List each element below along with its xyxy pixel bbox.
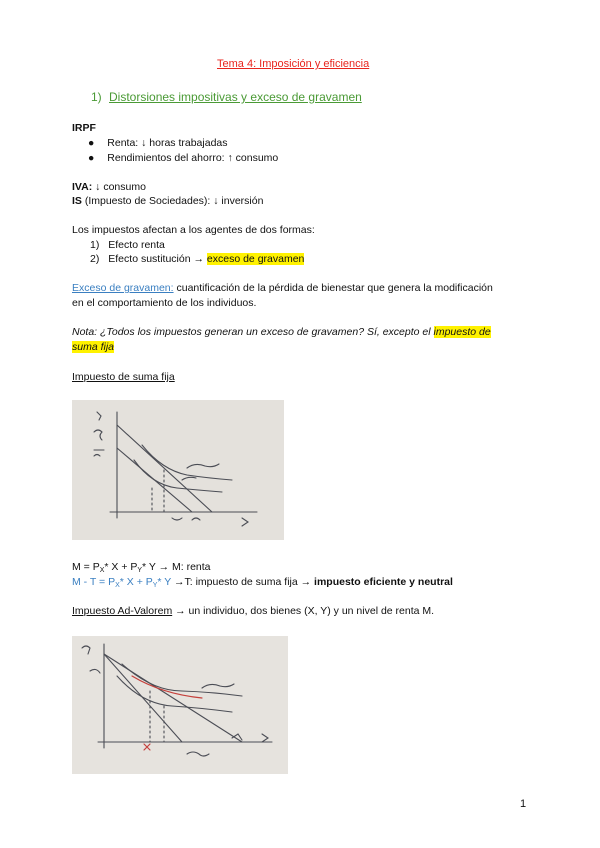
eq1-part: M = P (72, 561, 100, 573)
ad-valorem-line (72, 605, 434, 617)
definition-line-2: en el comportamiento de los individuos. (72, 297, 257, 309)
ad-valorem-term: Impuesto Ad-Valorem (72, 605, 173, 617)
iva-text: ↓ consumo (92, 181, 146, 193)
ad-valorem-graph-sketch (72, 636, 288, 774)
eq2-part: M - T = P (72, 576, 116, 588)
agents-intro: Los impuestos afectan a los agentes de dos formas: (72, 224, 315, 236)
page-title: Tema 4: Imposición y eficiencia (217, 58, 370, 70)
irpf-bullet-1 (88, 137, 228, 149)
eq1-part: * X + P (104, 561, 138, 573)
equation-lump-sum (72, 576, 453, 589)
lump-sum-graph-sketch (72, 400, 284, 540)
page-number: 1 (520, 798, 527, 810)
irpf-heading: IRPF (72, 122, 96, 134)
is-label: IS (72, 195, 82, 207)
iva-line (72, 181, 146, 193)
eq2-part: →T: impuesto de suma fija → (171, 576, 315, 588)
item-text: Efecto sustitución → (108, 253, 207, 265)
section-title: Distorsiones impositivas y exceso de gravamen (109, 90, 362, 104)
equation-budget (72, 561, 211, 574)
section-heading (91, 90, 362, 104)
is-line (72, 195, 263, 207)
definition-term: Exceso de gravamen: (72, 282, 174, 294)
definition-line-1 (72, 282, 493, 294)
note-text: Nota: ¿Todos los impuestos generan un exceso de gravamen? Sí, excepto el (72, 326, 434, 338)
eq2-sub-y: Y (152, 582, 158, 589)
definition-text: cuantificación de la pérdida de bienestar que genera la modificación (173, 282, 493, 294)
is-text: (Impuesto de Sociedades): ↓ inversión (81, 195, 264, 207)
section-number: 1) (91, 90, 102, 104)
item-highlight: exceso de gravamen (206, 253, 305, 265)
ad-valorem-graph-photo (72, 636, 288, 774)
lump-sum-graph-photo (72, 400, 284, 540)
note-line-1 (72, 326, 491, 338)
eq2-part: * X + P (119, 576, 153, 588)
iva-label: IVA: (72, 181, 93, 193)
eq2-conclusion: impuesto eficiente y neutral (314, 576, 453, 588)
irpf-bullet-text: Rendimientos del ahorro: ↑ consumo (107, 152, 279, 164)
eq2-part: * Y (157, 576, 172, 588)
agents-item-1 (90, 239, 165, 251)
irpf-bullet-text: Renta: ↓ horas trabajadas (107, 137, 228, 149)
eq1-sub-y: Y (137, 567, 143, 574)
item-text: Efecto renta (108, 239, 165, 251)
note-highlight: suma fija (72, 341, 115, 353)
eq1-part: * Y → M: renta (142, 561, 211, 573)
item-number: 2) (90, 253, 100, 265)
irpf-bullet-2 (88, 152, 278, 164)
bullet-dot: ● (88, 137, 95, 149)
bullet-dot: ● (88, 152, 95, 164)
note-highlight: impuesto de (433, 326, 491, 338)
note-line-2 (72, 341, 114, 353)
ad-valorem-text: → un individuo, dos bienes (X, Y) y un nivel de renta M. (172, 605, 435, 617)
item-number: 1) (90, 239, 100, 251)
lump-sum-heading: Impuesto de suma fija (72, 371, 175, 383)
eq1-sub-x: X (99, 567, 105, 574)
agents-item-2 (90, 253, 304, 265)
eq2-sub-x: X (115, 582, 120, 589)
